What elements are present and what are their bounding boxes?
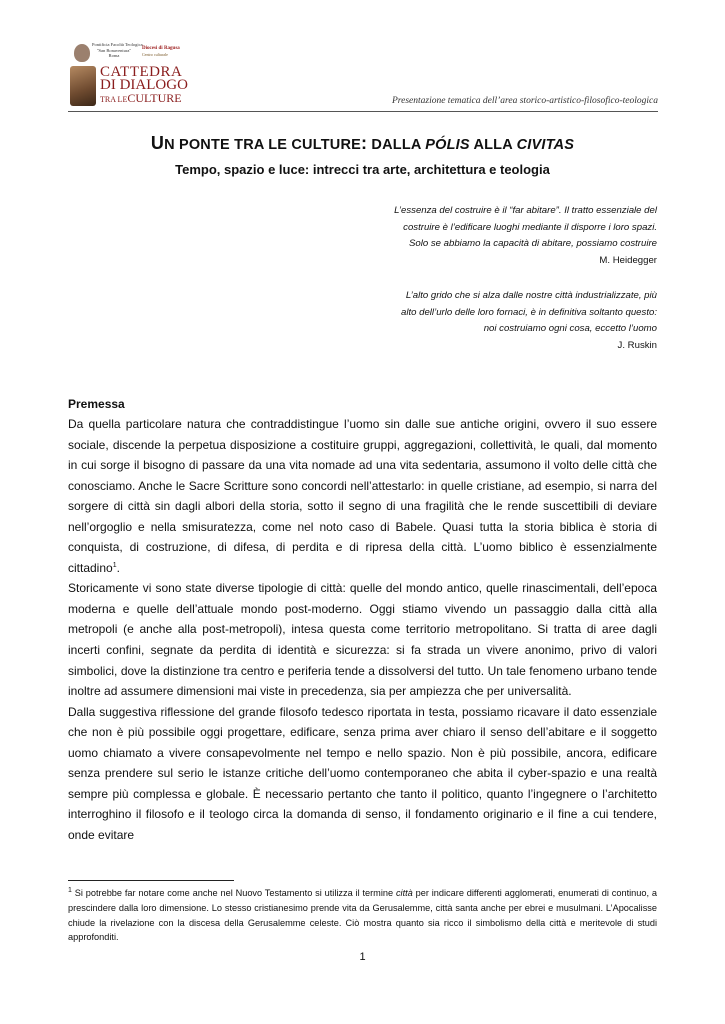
cattedra-logo: [68, 40, 188, 110]
portrait-icon: [70, 66, 96, 106]
section-heading: Premessa: [68, 397, 125, 411]
logo-institution: Pontificia Facoltà Teologica "San Bonaventura" Roma: [92, 42, 143, 58]
logo-title: CATTEDRA DI DIALOGO TRA LECULTURE: [100, 64, 188, 105]
epigraph-author: M. Heidegger: [599, 254, 657, 266]
paragraph: Dalla suggestiva riflessione del grande filosofo tedesco riportata in testa, possiamo ricavare il dato essenziale che non è più possibile oggi progettare, edificare, senza prima aver chiaro il senso dell’abitare e il soggetto uomo chiamato a vivere consapevolmente nel tempo e nello spazio. Non è più possibile, ancora, edificare senza prendere sul serio le istanze critiche dell’uomo contemporaneo che abita il cyber-spazio e una realtà sempre più complessa e globale. È necessario pertanto che tanto il politico, quanto l’ingegnere o l’architetto interroghino il filosofo e il teologo circa la domanda di senso, il fondamento originario e il fine a cui tendere, onde evitare: [68, 704, 657, 842]
seal-icon: [74, 44, 90, 62]
document-title: UN PONTE TRA LE CULTURE: DALLA PÓLIS ALLA CIVITAS: [150, 133, 575, 153]
header-divider: [68, 111, 658, 112]
epigraph-ruskin: L’alto grido che si alza dalle nostre città industrializzate, più alto dell’urlo delle loro fornaci, è in definitiva soltanto questo: noi costruiamo ogni cosa, eccetto l’uomo J. Ruskin: [297, 288, 657, 354]
document-subtitle: Tempo, spazio e luce: intrecci tra arte, architettura e teologia: [175, 162, 550, 177]
footnote: $^1$ Si potrebbe far notare come anche nel Nuovo Testamento si utilizza il termine città per indicare differenti agglomerati, enumerati di continuo, a prescindere dalla loro dimensione. Lo stesso cristianesimo prende vita da Gerusalemme, città santa anche per ebrei e musulmani. L’Apocalisse chiude la rivelazione con la discesa della Gerusalemme celeste. Ciò mostra quanto sia ricco il simbolismo della città e meritevole di studi approfonditi.: [68, 886, 657, 943]
page-number: 1: [359, 951, 366, 963]
paragraph: Da quella particolare natura che contraddistingue l’uomo sin dalle sue antiche origini, ovvero il suo essere sociale, discende la perpetua disposizione a costituire gruppi, aggregazioni, collettività, le quali, dal momento in cui sorge il bisogno di passare da una vita nomade ad una vita sedentaria, assumono il volto delle città che conosciamo. Anche le Sacre Scritture sono concordi nell’attestarlo: in quelle cristiane, ad esempio, si narra del sorgere di città sin dagli albori della storia, sotto il segno di una fragilità che le rende suscettibili di deviare nell’orgoglio e nella smisuratezza, come nel noto caso di Babele. Quasi tutta la storia biblica è storia di conquista, di costruzione, di difesa, di perdita e di ripresa della città. L’uomo biblico è essenzialmente cittadino$^1$.: [68, 417, 657, 575]
logo-diocese: Diocesi di Ragusa Centro culturale: [142, 46, 180, 57]
epigraph-heidegger: L’essenza del costruire è il “far abitare”. Il tratto essenziale del costruire è l’edificare luoghi mediante il disporre i loro spazi. Solo se abbiamo la capacità di abitare, possiamo costruire M. Heidegger: [297, 203, 657, 269]
body-text: [68, 414, 657, 845]
header-tagline: Presentazione tematica dell’area storico-artistico-filosofico-teologica: [391, 96, 658, 106]
footnote-divider: [68, 880, 234, 881]
footnote-reference[interactable]: 1: [112, 561, 117, 569]
epigraph-author: J. Ruskin: [617, 339, 657, 351]
paragraph: Storicamente vi sono state diverse tipologie di città: quelle del mondo antico, quelle rinascimentali, dell’epoca moderna e quelle dell’attuale mondo post-moderno. Oggi stiamo vivendo un passaggio dalla città alla metropoli (e anche alla post-metropoli), intesa questa come territorio metropolitano. Si tratta di aree dagli incerti confini, segnate da perdita di identità e sicurezza: si fa strada un vivere anonimo, privo di valori simbolici, dove la distinzione tra centro e periferia tende a dissolversi del tutto. Un tale fenomeno urbano tende inoltre ad assumere dimensioni mai viste in precedenza, sia per ampiezza che per universalità.: [68, 581, 657, 699]
page-header: [68, 38, 658, 113]
